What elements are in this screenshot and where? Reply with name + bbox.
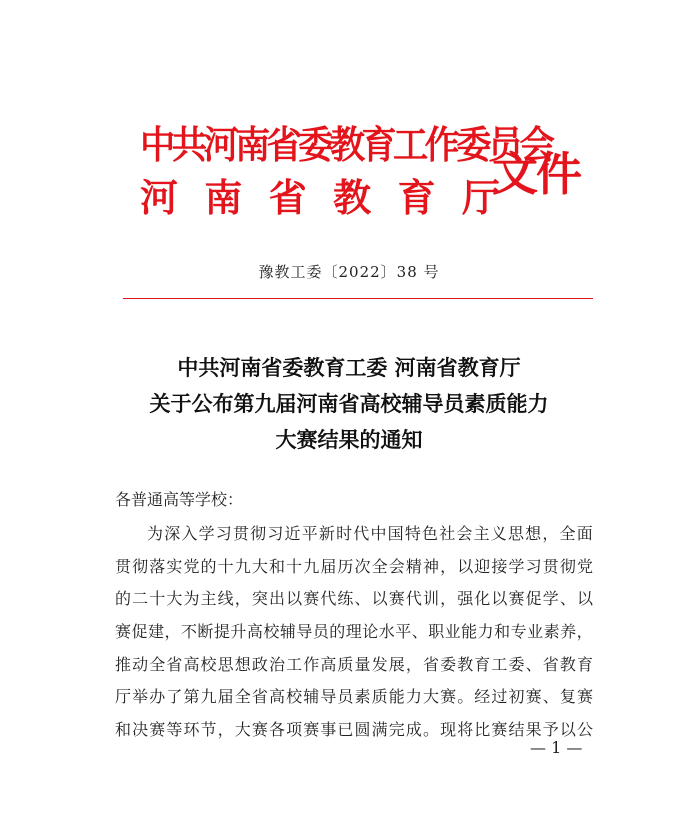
document-title bbox=[0, 350, 698, 458]
masthead-char: 河 bbox=[140, 176, 179, 220]
body-line: 推 动 全 省 高 校 思 想 政 治 工 作 高 质 量 发 展 ， 省 委 教 育 工 委 、 省 教 育 bbox=[115, 654, 593, 674]
body-line: 为 深 入 学 习 贯 彻 习 近 平 新 时 代 中 国 特 色 社 会 主 义 思 想 ， 全 面 bbox=[147, 524, 593, 543]
title-line-2: 关于公布第九届河南省高校辅导员素质能力 bbox=[149, 392, 549, 416]
red-divider bbox=[123, 298, 593, 299]
title-line-3: 大赛结果的通知 bbox=[275, 428, 423, 452]
body-line: 厅 举 办 了 第 九 届 全 省 高 校 辅 导 员 素 质 能 力 大 赛 。 经 过 初 赛 、 复 赛 bbox=[115, 687, 593, 707]
masthead-char: 南 bbox=[204, 176, 243, 220]
body-line: 的 二 十 大 为 主 线 ， 突 出 以 赛 代 练 、 以 赛 代 训 ， 强 化 以 赛 促 学 、 以 bbox=[115, 589, 593, 609]
masthead-issuer-2 bbox=[140, 175, 500, 221]
masthead-issuer-1: 中共河南省委教育工作委员会 bbox=[140, 123, 552, 167]
body-paragraph bbox=[115, 522, 593, 751]
document-number: 豫教工委〔2022〕38 号 bbox=[258, 263, 440, 281]
body-line: 赛 促 建 ， 不 断 提 升 高 校 辅 导 员 的 理 论 水 平 、 职 业 能 力 和 专 业 素 养 ， bbox=[115, 622, 593, 642]
salutation: 各普通高等学校： bbox=[115, 490, 244, 509]
title-line-1: 中共河南省委教育工委 河南省教育厅 bbox=[177, 356, 521, 380]
masthead-char: 育 bbox=[397, 176, 436, 220]
masthead-char: 厅 bbox=[461, 176, 500, 220]
body-line: 贯 彻 落 实 党 的 十 九 大 和 十 九 届 历 次 全 会 精 神 ， 以 迎 接 学 习 贯 彻 党 bbox=[115, 556, 593, 576]
page-number: — 1 — bbox=[530, 738, 583, 757]
body-line: 和 决 赛 等 环 节 ， 大 赛 各 项 赛 事 已 圆 满 完 成 。 现 将 比 赛 结 果 予 以 公 bbox=[115, 720, 593, 740]
masthead-char: 省 bbox=[268, 176, 307, 220]
masthead-suffix: 文件 bbox=[492, 147, 580, 201]
masthead-char: 教 bbox=[333, 176, 372, 220]
